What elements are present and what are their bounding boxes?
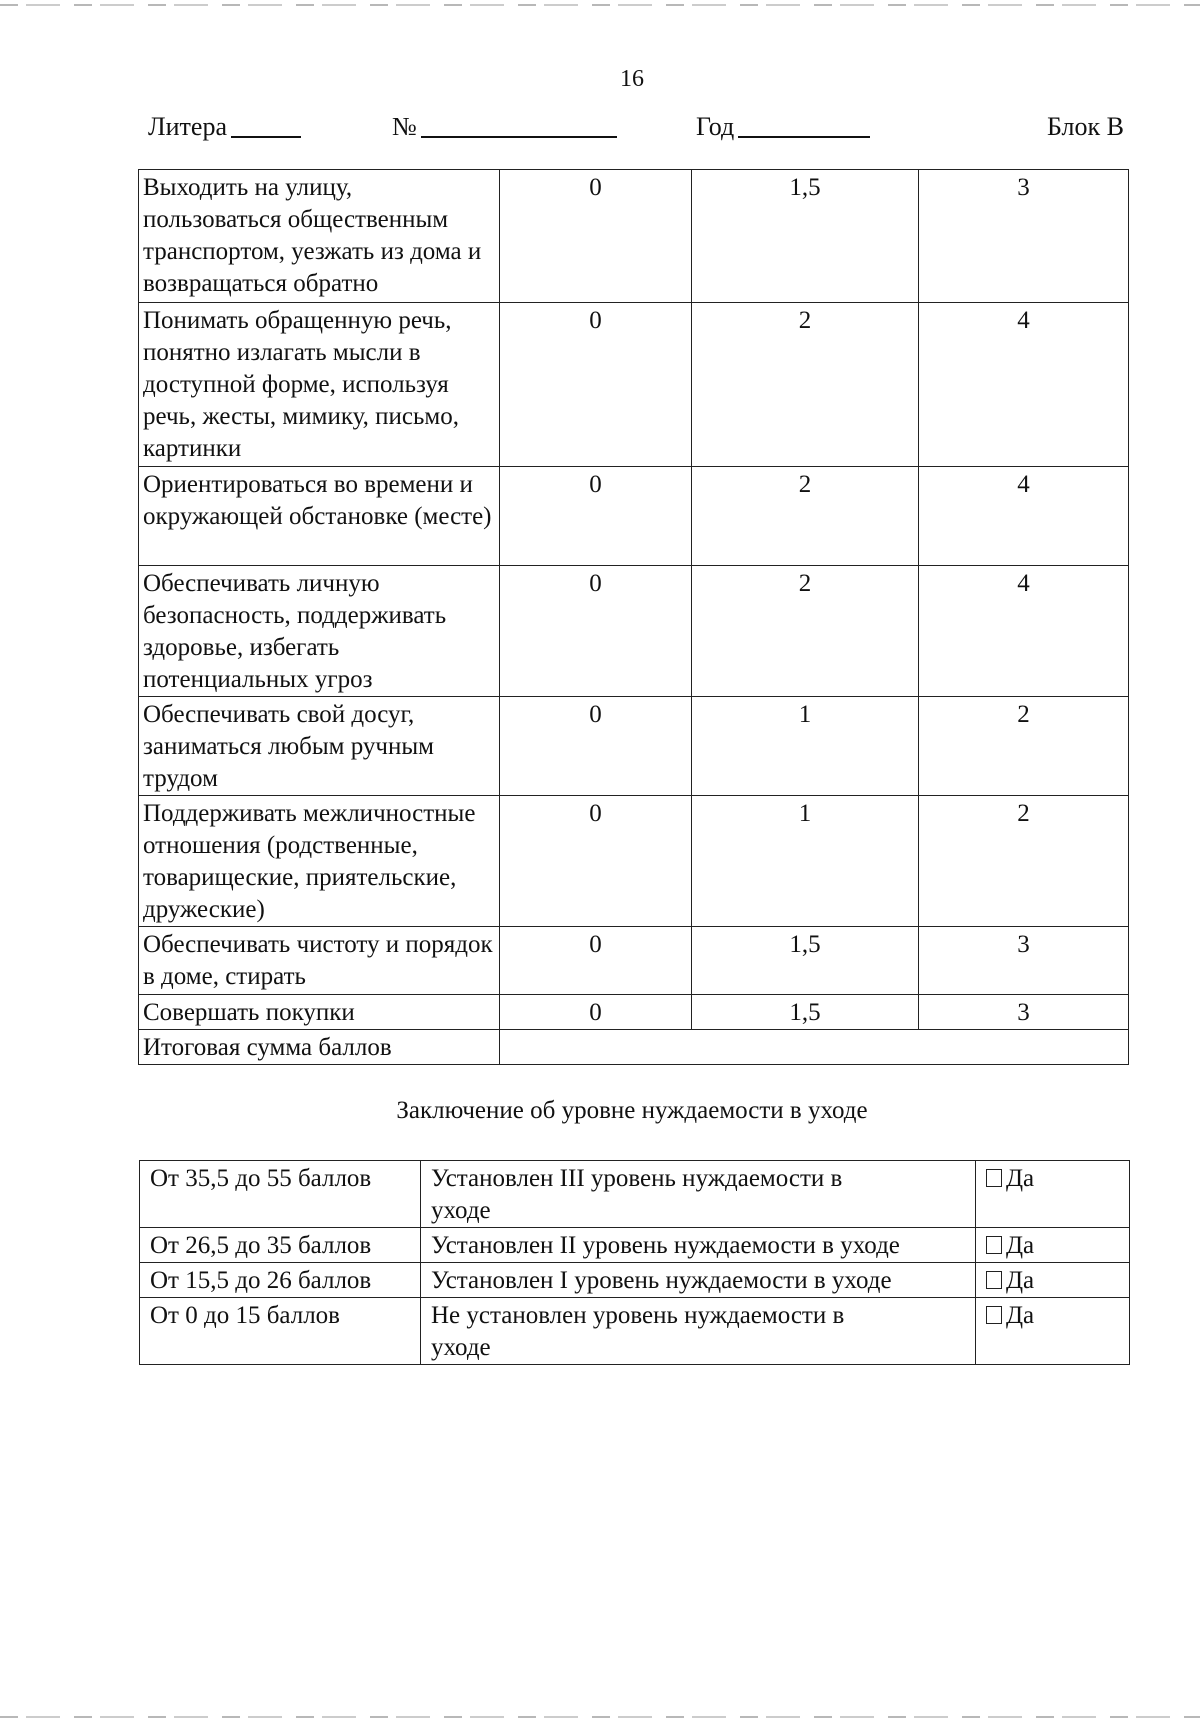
scan-edge-bottom: [0, 1716, 1200, 1718]
score-cell: 2: [692, 467, 919, 566]
score-cell: 3: [919, 927, 1129, 995]
score-cell: 0: [500, 467, 692, 566]
score-cell: 0: [500, 796, 692, 927]
table-row: [139, 170, 1129, 303]
table-row: [140, 1228, 1130, 1263]
document-header: [148, 112, 1124, 146]
activity-cell: Выходить на улицу, пользоваться общественным транспортом, уезжать из дома и возвращаться обратно: [139, 170, 500, 303]
score-cell: 1: [692, 796, 919, 927]
page-number: 16: [620, 66, 644, 92]
checkbox-icon[interactable]: [986, 1271, 1002, 1289]
block-label: Блок В: [1046, 112, 1124, 141]
score-cell: 0: [500, 995, 692, 1030]
activity-cell: Обеспечивать чистоту и порядок в доме, стирать: [139, 927, 500, 995]
total-row: [139, 1030, 1129, 1065]
score-cell: 0: [500, 303, 692, 467]
score-cell: 3: [919, 995, 1129, 1030]
care-level-result: Установлен II уровень нуждаемости в уходе: [421, 1228, 976, 1263]
litera-field: [148, 112, 227, 142]
checkbox-label: Да: [1006, 1165, 1035, 1192]
score-cell: 1: [692, 697, 919, 796]
activity-cell: Обеспечивать свой досуг, заниматься любым ручным трудом: [139, 697, 500, 796]
total-value-field[interactable]: [500, 1030, 1129, 1065]
confirm-option[interactable]: [976, 1228, 1130, 1263]
total-label: Итоговая сумма баллов: [139, 1030, 500, 1065]
care-level-result: Не установлен уровень нуждаемости в уходе: [421, 1298, 976, 1365]
table-row: [139, 927, 1129, 995]
number-field: [392, 112, 417, 142]
score-cell: 1,5: [692, 995, 919, 1030]
table-row: [139, 995, 1129, 1030]
score-cell: 1,5: [692, 170, 919, 303]
conclusion-table: [139, 1160, 1130, 1365]
year-field: [696, 112, 734, 142]
activity-cell: Поддерживать межличностные отношения (родственные, товарищеские, приятельские, дружеские): [139, 796, 500, 927]
checkbox-icon[interactable]: [986, 1236, 1002, 1254]
checkbox-icon[interactable]: [986, 1169, 1002, 1187]
confirm-option[interactable]: [976, 1298, 1130, 1365]
number-label: №: [392, 112, 417, 141]
score-cell: 0: [500, 927, 692, 995]
checkbox-label: Да: [1006, 1267, 1035, 1294]
score-range: От 26,5 до 35 баллов: [140, 1228, 421, 1263]
score-range: От 0 до 15 баллов: [140, 1298, 421, 1365]
table-row: [139, 697, 1129, 796]
score-cell: 2: [919, 697, 1129, 796]
score-table: [138, 169, 1129, 1065]
table-row: [140, 1263, 1130, 1298]
score-cell: 2: [692, 303, 919, 467]
activity-cell: Совершать покупки: [139, 995, 500, 1030]
checkbox-label: Да: [1006, 1232, 1035, 1259]
checkbox-label: Да: [1006, 1302, 1035, 1329]
table-row: [139, 467, 1129, 566]
checkbox-icon[interactable]: [986, 1306, 1002, 1324]
table-row: [139, 303, 1129, 467]
litera-label: Литера: [148, 112, 227, 141]
score-range: От 35,5 до 55 баллов: [140, 1161, 421, 1228]
conclusion-title: Заключение об уровне нуждаемости в уходе: [396, 1097, 868, 1124]
year-blank[interactable]: [738, 112, 870, 138]
score-cell: 0: [500, 566, 692, 697]
activity-cell: Понимать обращенную речь, понятно излагать мысли в доступной форме, используя речь, жесты, мимику, письмо, картинки: [139, 303, 500, 467]
score-range: От 15,5 до 26 баллов: [140, 1263, 421, 1298]
score-cell: 0: [500, 697, 692, 796]
score-cell: 3: [919, 170, 1129, 303]
table-row: [139, 566, 1129, 697]
number-blank[interactable]: [421, 112, 617, 138]
activity-cell: Обеспечивать личную безопасность, поддерживать здоровье, избегать потенциальных угроз: [139, 566, 500, 697]
confirm-option[interactable]: [976, 1263, 1130, 1298]
table-row: [140, 1161, 1130, 1228]
activity-cell: Ориентироваться во времени и окружающей обстановке (месте): [139, 467, 500, 566]
table-row: [139, 796, 1129, 927]
score-cell: 2: [919, 796, 1129, 927]
score-cell: 1,5: [692, 927, 919, 995]
litera-blank[interactable]: [231, 112, 301, 138]
score-cell: 4: [919, 303, 1129, 467]
score-cell: 0: [500, 170, 692, 303]
score-cell: 4: [919, 566, 1129, 697]
year-label: Год: [696, 112, 735, 141]
care-level-result: Установлен III уровень нуждаемости в уходе: [421, 1161, 976, 1228]
care-level-result: Установлен I уровень нуждаемости в уходе: [421, 1263, 976, 1298]
score-cell: 4: [919, 467, 1129, 566]
confirm-option[interactable]: [976, 1161, 1130, 1228]
table-row: [140, 1298, 1130, 1365]
scan-edge-top: [0, 4, 1200, 6]
score-cell: 2: [692, 566, 919, 697]
